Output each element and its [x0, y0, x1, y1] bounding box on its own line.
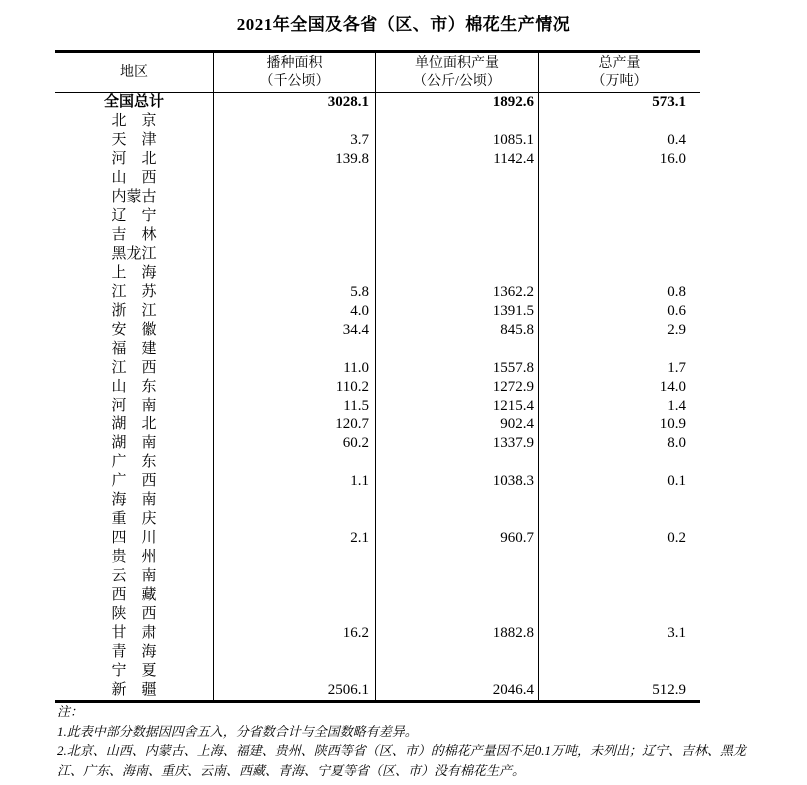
sown-area-cell — [213, 491, 375, 510]
column-header-region — [55, 53, 213, 92]
region-name: 上 海 — [111, 264, 157, 281]
table-row — [55, 245, 700, 264]
region-name: 山 东 — [111, 378, 157, 395]
column-header-output — [538, 53, 700, 92]
region-name: 全 国 总 计 — [104, 94, 165, 110]
output-cell — [538, 643, 700, 662]
table-row — [55, 93, 700, 112]
sown-area-cell: 120.7 — [213, 415, 375, 434]
yield-cell — [375, 245, 538, 264]
yield-cell — [375, 586, 538, 605]
table-row — [55, 169, 700, 188]
sown-area-cell — [213, 226, 375, 245]
sown-area-cell: 110.2 — [213, 378, 375, 397]
yield-cell: 1215.4 — [375, 397, 538, 416]
region-name: 陕 西 — [111, 606, 157, 623]
table-row — [55, 378, 700, 397]
region-name: 吉 林 — [111, 226, 157, 243]
region-name: 江 苏 — [111, 283, 157, 300]
region-cell — [55, 662, 213, 681]
yield-cell — [375, 643, 538, 662]
yield-cell — [375, 510, 538, 529]
sown-area-cell: 1.1 — [213, 472, 375, 491]
table-row — [55, 453, 700, 472]
region-name: 广 东 — [111, 454, 157, 471]
output-cell: 16.0 — [538, 150, 700, 169]
region-cell — [55, 586, 213, 605]
region-cell — [55, 226, 213, 245]
output-cell — [538, 662, 700, 681]
region-cell — [55, 207, 213, 226]
region-name: 重 庆 — [111, 511, 157, 528]
yield-cell — [375, 169, 538, 188]
output-cell: 0.1 — [538, 472, 700, 491]
yield-cell — [375, 226, 538, 245]
output-cell — [538, 264, 700, 283]
output-cell — [538, 586, 700, 605]
region-cell — [55, 302, 213, 321]
sown-area-cell — [213, 586, 375, 605]
output-cell: 10.9 — [538, 415, 700, 434]
output-cell — [538, 567, 700, 586]
table-row — [55, 643, 700, 662]
yield-cell: 1391.5 — [375, 302, 538, 321]
yield-cell: 902.4 — [375, 415, 538, 434]
region-name: 新 疆 — [111, 682, 157, 699]
sown-area-cell — [213, 662, 375, 681]
region-name: 河 南 — [111, 397, 157, 414]
region-name: 江 西 — [111, 359, 157, 376]
region-cell — [55, 681, 213, 700]
region-cell — [55, 510, 213, 529]
region-cell — [55, 150, 213, 169]
sown-area-cell — [213, 453, 375, 472]
region-name: 浙 江 — [111, 302, 157, 319]
output-cell — [538, 245, 700, 264]
sown-area-cell — [213, 207, 375, 226]
table-row — [55, 359, 700, 378]
region-cell — [55, 169, 213, 188]
table-row — [55, 226, 700, 245]
table-row — [55, 264, 700, 283]
region-name: 甘 肃 — [111, 625, 157, 642]
output-cell — [538, 340, 700, 359]
output-cell: 573.1 — [538, 93, 700, 112]
yield-cell: 1557.8 — [375, 359, 538, 378]
output-cell — [538, 548, 700, 567]
yield-cell — [375, 112, 538, 131]
region-cell — [55, 397, 213, 416]
region-name: 河 北 — [111, 150, 157, 167]
region-cell — [55, 624, 213, 643]
table-row — [55, 321, 700, 340]
output-cell — [538, 453, 700, 472]
output-cell: 0.8 — [538, 283, 700, 302]
output-cell: 512.9 — [538, 681, 700, 700]
column-header-yield — [375, 53, 538, 92]
sown-area-cell — [213, 643, 375, 662]
region-name: 四 川 — [111, 530, 157, 547]
output-cell: 1.4 — [538, 397, 700, 416]
output-cell: 0.2 — [538, 529, 700, 548]
table-row — [55, 510, 700, 529]
output-cell: 2.9 — [538, 321, 700, 340]
sown-area-cell — [213, 169, 375, 188]
yield-cell: 845.8 — [375, 321, 538, 340]
sown-area-cell — [213, 567, 375, 586]
yield-cell: 1142.4 — [375, 150, 538, 169]
output-cell: 1.7 — [538, 359, 700, 378]
yield-cell — [375, 453, 538, 472]
yield-cell — [375, 188, 538, 207]
region-cell — [55, 453, 213, 472]
yield-cell — [375, 662, 538, 681]
table-row — [55, 434, 700, 453]
region-name: 福 建 — [111, 340, 157, 357]
yield-cell — [375, 491, 538, 510]
sown-area-cell: 2506.1 — [213, 681, 375, 700]
yield-cell — [375, 340, 538, 359]
region-cell — [55, 93, 213, 112]
region-cell — [55, 472, 213, 491]
footnote-line: 1.此表中部分数据因四舍五入，分省数合计与全国数略有差异。 — [57, 723, 418, 739]
table-row — [55, 662, 700, 681]
output-cell: 0.4 — [538, 131, 700, 150]
sown-area-cell: 11.5 — [213, 397, 375, 416]
yield-cell: 1337.9 — [375, 434, 538, 453]
region-name: 青 海 — [111, 644, 157, 661]
column-header-unit: （千公顷） — [259, 73, 330, 89]
sown-area-cell: 34.4 — [213, 321, 375, 340]
table-row — [55, 415, 700, 434]
region-cell — [55, 567, 213, 586]
region-name: 宁 夏 — [111, 663, 157, 680]
table-row — [55, 624, 700, 643]
region-cell — [55, 491, 213, 510]
yield-cell — [375, 548, 538, 567]
region-name: 黑 龙 江 — [111, 245, 157, 262]
region-cell — [55, 548, 213, 567]
column-header-unit: （公斤/公顷） — [413, 73, 501, 89]
region-name: 湖 南 — [111, 435, 157, 452]
yield-cell — [375, 264, 538, 283]
output-cell — [538, 226, 700, 245]
table-row — [55, 472, 700, 491]
table-row — [55, 150, 700, 169]
sown-area-cell: 139.8 — [213, 150, 375, 169]
region-cell — [55, 264, 213, 283]
region-name: 内 蒙 古 — [111, 188, 157, 205]
output-cell — [538, 169, 700, 188]
region-cell — [55, 131, 213, 150]
table-row — [55, 131, 700, 150]
sown-area-cell — [213, 264, 375, 283]
region-name: 北 京 — [111, 112, 157, 129]
table-row — [55, 397, 700, 416]
column-header-label: 地区 — [120, 64, 148, 80]
region-cell — [55, 378, 213, 397]
table-header-row — [55, 53, 700, 93]
table-row — [55, 340, 700, 359]
sown-area-cell — [213, 605, 375, 624]
column-header-label: 播种面积 — [266, 55, 323, 71]
region-cell — [55, 643, 213, 662]
sown-area-cell: 4.0 — [213, 302, 375, 321]
column-header-unit: （万吨） — [591, 73, 648, 89]
region-name: 海 南 — [111, 492, 157, 509]
yield-cell — [375, 207, 538, 226]
output-cell: 8.0 — [538, 434, 700, 453]
table-body — [55, 93, 700, 700]
yield-cell: 1085.1 — [375, 131, 538, 150]
region-cell — [55, 359, 213, 378]
yield-cell: 2046.4 — [375, 681, 538, 700]
output-cell — [538, 112, 700, 131]
page-title: 2021年全国及各省（区、市）棉花生产情况 — [236, 15, 571, 34]
sown-area-cell — [213, 340, 375, 359]
sown-area-cell: 3.7 — [213, 131, 375, 150]
sown-area-cell: 2.1 — [213, 529, 375, 548]
table-row — [55, 567, 700, 586]
sown-area-cell — [213, 245, 375, 264]
table-row — [55, 112, 700, 131]
region-name: 西 藏 — [111, 587, 157, 604]
output-cell — [538, 491, 700, 510]
region-cell — [55, 112, 213, 131]
sown-area-cell — [213, 188, 375, 207]
table-row — [55, 681, 700, 700]
yield-cell: 1272.9 — [375, 378, 538, 397]
region-name: 天 津 — [111, 131, 157, 148]
region-cell — [55, 283, 213, 302]
output-cell: 3.1 — [538, 624, 700, 643]
yield-cell — [375, 567, 538, 586]
output-cell — [538, 188, 700, 207]
sown-area-cell: 16.2 — [213, 624, 375, 643]
sown-area-cell: 3028.1 — [213, 93, 375, 112]
table-row — [55, 491, 700, 510]
region-name: 湖 北 — [111, 416, 157, 433]
region-name: 辽 宁 — [111, 207, 157, 224]
region-cell — [55, 188, 213, 207]
table-row — [55, 188, 700, 207]
yield-cell: 1038.3 — [375, 472, 538, 491]
region-cell — [55, 245, 213, 264]
table-row — [55, 548, 700, 567]
region-name: 云 南 — [111, 568, 157, 585]
region-name: 广 西 — [111, 473, 157, 490]
region-name: 安 徽 — [111, 321, 157, 338]
region-name: 山 西 — [111, 169, 157, 186]
yield-cell: 1882.8 — [375, 624, 538, 643]
sown-area-cell: 60.2 — [213, 434, 375, 453]
region-cell — [55, 605, 213, 624]
region-cell — [55, 340, 213, 359]
column-header-sown-area — [213, 53, 375, 92]
table-row — [55, 605, 700, 624]
region-cell — [55, 415, 213, 434]
sown-area-cell: 11.0 — [213, 359, 375, 378]
sown-area-cell: 5.8 — [213, 283, 375, 302]
output-cell: 14.0 — [538, 378, 700, 397]
region-cell — [55, 529, 213, 548]
output-cell — [538, 207, 700, 226]
output-cell: 0.6 — [538, 302, 700, 321]
table-row — [55, 302, 700, 321]
yield-cell — [375, 605, 538, 624]
column-header-label: 单位面积产量 — [415, 55, 499, 71]
table-row — [55, 207, 700, 226]
column-header-label: 总产量 — [598, 55, 641, 71]
yield-cell: 1362.2 — [375, 283, 538, 302]
region-cell — [55, 321, 213, 340]
table-row — [55, 283, 700, 302]
region-cell — [55, 434, 213, 453]
footnote-label: 注： — [57, 704, 84, 719]
sown-area-cell — [213, 548, 375, 567]
yield-cell: 1892.6 — [375, 93, 538, 112]
region-name: 贵 州 — [111, 549, 157, 566]
footnote-line: 2.北京、山西、内蒙古、上海、福建、贵州、陕西等省（区、市）的棉花产量因不足0.1万吨，未列出；辽宁、吉林、黑龙江、广东、海南、重庆、云南、西藏、青海、宁夏等省（区、市）没有棉花生产。 — [57, 743, 747, 778]
sown-area-cell — [213, 112, 375, 131]
table-row — [55, 529, 700, 548]
table-row — [55, 586, 700, 605]
output-cell — [538, 510, 700, 529]
yield-cell: 960.7 — [375, 529, 538, 548]
sown-area-cell — [213, 510, 375, 529]
output-cell — [538, 605, 700, 624]
footnotes — [57, 702, 763, 780]
cotton-production-table — [55, 50, 700, 703]
